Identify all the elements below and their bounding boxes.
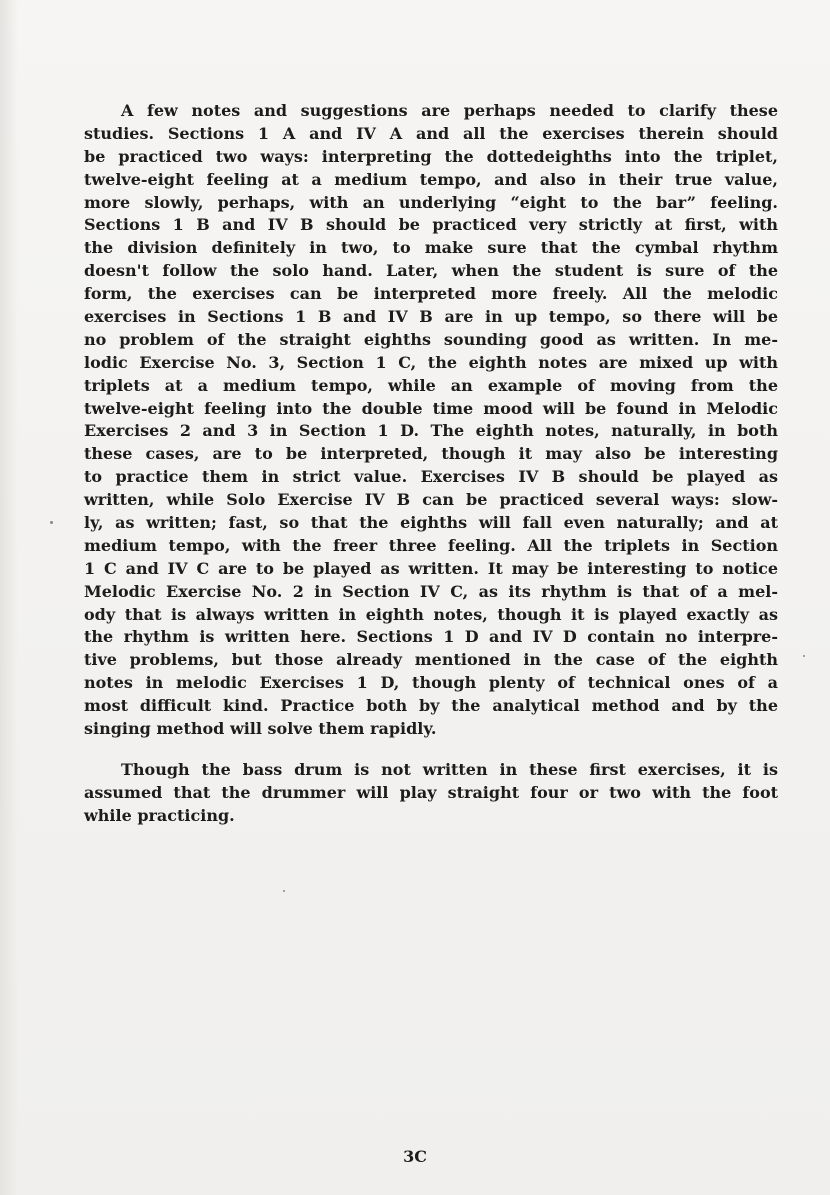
paragraph-2 xyxy=(84,759,778,828)
text-line: singing method will solve them rapidly. xyxy=(84,719,437,739)
text-line: Sections 1 B and IV B should be practiced very strictly at first, with xyxy=(84,215,778,235)
text-line: to practice them in strict value. Exercises IV B should be played as xyxy=(84,467,778,487)
text-line: lodic Exercise No. 3, Section 1 C, the eighth notes are mixed up with xyxy=(84,352,778,372)
text-line: twelve-eight feeling into the double time mood will be found in Melodic xyxy=(84,398,778,418)
text-line: Exercises 2 and 3 in Section 1 D. The eighth notes, naturally, in both xyxy=(84,421,778,441)
paper-speck xyxy=(283,890,285,892)
paragraph-gap xyxy=(84,741,778,759)
text-line: tive problems, but those already mentioned in the case of the eighth xyxy=(84,650,778,670)
paper-speck xyxy=(803,655,805,657)
text-line: the rhythm is written here. Sections 1 D and IV D contain no interpre- xyxy=(84,627,778,647)
paragraph-1 xyxy=(84,100,778,741)
text-line: exercises in Sections 1 B and IV B are in up tempo, so there will be xyxy=(84,307,778,327)
text-line: medium tempo, with the freer three feeling. All the triplets in Section xyxy=(84,535,778,555)
text-line: most difficult kind. Practice both by the analytical method and by the xyxy=(84,696,778,716)
text-line: ody that is always written in eighth notes, though it is played exactly as xyxy=(84,604,778,624)
text-line: triplets at a medium tempo, while an example of moving from the xyxy=(84,375,778,395)
text-line: Melodic Exercise No. 2 in Section IV C, as its rhythm is that of a mel- xyxy=(84,581,778,601)
text-line: no problem of the straight eighths sounding good as written. In me- xyxy=(84,329,778,349)
paper-speck xyxy=(50,521,53,524)
text-line: ly, as written; fast, so that the eighths will fall even naturally; and at xyxy=(84,513,778,533)
text-line: be practiced two ways: interpreting the dottedeighths into the triplet, xyxy=(84,146,778,166)
text-line: twelve-eight feeling at a medium tempo, and also in their true value, xyxy=(84,169,778,189)
text-line: written, while Solo Exercise IV B can be practiced several ways: slow- xyxy=(84,490,778,510)
text-line: these cases, are to be interpreted, though it may also be interesting xyxy=(84,444,778,464)
body-text xyxy=(84,100,778,828)
text-line: doesn't follow the solo hand. Later, when the student is sure of the xyxy=(84,261,778,281)
text-line: 1 C and IV C are to be played as written. It may be interesting to notice xyxy=(84,558,778,578)
page-number: 3C xyxy=(403,1147,427,1166)
text-line: the division definitely in two, to make sure that the cymbal rhythm xyxy=(84,238,778,258)
text-line: Though the bass drum is not written in these first exercises, it is xyxy=(121,759,778,779)
text-line: A few notes and suggestions are perhaps needed to clarify these xyxy=(121,101,778,120)
text-line: studies. Sections 1 A and IV A and all the exercises therein should xyxy=(84,123,778,143)
text-line: form, the exercises can be interpreted more freely. All the melodic xyxy=(84,284,778,304)
text-line: while practicing. xyxy=(84,805,235,825)
text-line: notes in melodic Exercises 1 D, though plenty of technical ones of a xyxy=(84,673,778,693)
text-line: more slowly, perhaps, with an underlying “eight to the bar” feeling. xyxy=(84,192,778,212)
text-line: assumed that the drummer will play straight four or two with the foot xyxy=(84,782,778,802)
